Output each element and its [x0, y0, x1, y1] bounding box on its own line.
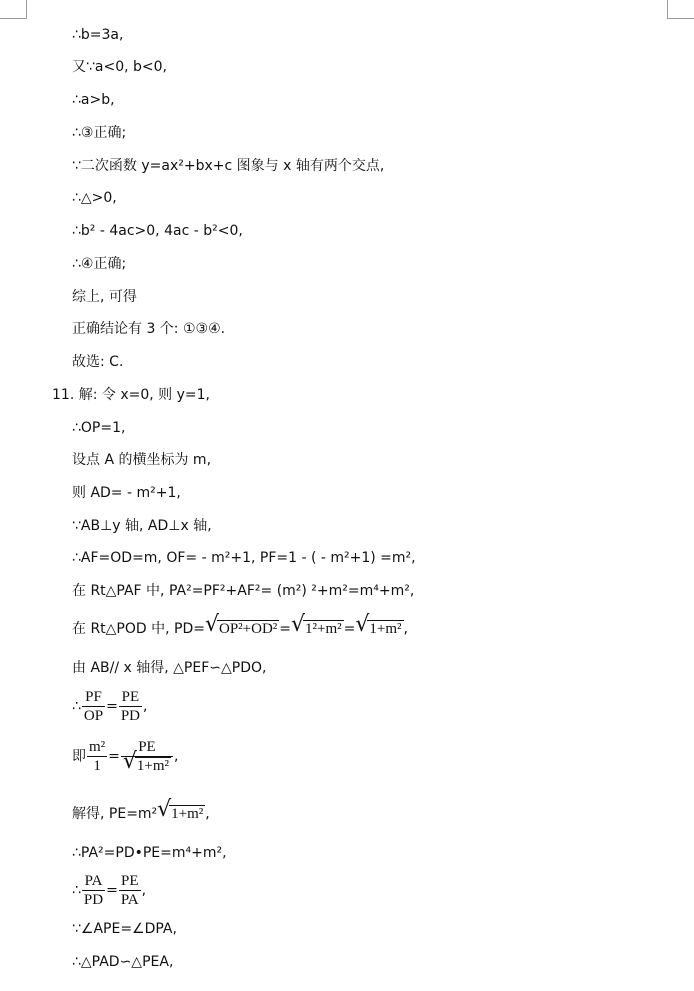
denominator [121, 757, 173, 775]
radicand: 1+m² [369, 621, 402, 637]
sqrt-expression [205, 620, 279, 638]
text-line: ∵AB⊥y 轴, AD⊥x 轴, [72, 518, 212, 534]
text-line: 又∵a<0, b<0, [72, 59, 167, 75]
numerator: PA [82, 872, 105, 891]
denominator: OP [83, 708, 104, 724]
numerator: m² [89, 739, 106, 755]
radicand: OP²+OD² [218, 621, 278, 637]
equals-sign: = [279, 621, 292, 637]
text-line: 在 Rt△PAF 中, PA²=PF²+AF²= (m²) ²+m²=m⁴+m², [72, 583, 415, 599]
numerator: PF [82, 688, 105, 707]
formula-line-ratio-1 [72, 688, 147, 725]
fraction [119, 688, 142, 725]
radicand: 1+m² [171, 806, 204, 822]
formula-text: , [143, 698, 148, 715]
denominator: 1 [93, 758, 101, 774]
text-line: ∴△PAD∽△PEA, [72, 954, 174, 970]
sqrt-expression [355, 620, 403, 638]
sqrt-expression [157, 805, 205, 823]
formula-text: , [174, 748, 179, 765]
equals-sign: = [106, 882, 118, 899]
equals-sign: = [343, 621, 356, 637]
formula-text: ∴ [72, 882, 81, 899]
text-line: 由 AB// x 轴得, △PEF∽△PDO, [72, 660, 267, 676]
page-corner-mark-left [0, 0, 27, 19]
text-line: 则 AD= - m²+1, [72, 485, 181, 501]
text-line: ∴b=3a, [72, 27, 124, 43]
question-11-heading: 11. 解: 令 x=0, 则 y=1, [52, 387, 210, 403]
formula-text: , [403, 621, 408, 637]
text-line: ∴AF=OD=m, OF= - m²+1, PF=1 - ( - m²+1) =m², [72, 550, 416, 566]
text-line: ∴④正确; [72, 256, 127, 272]
denominator: PD [83, 892, 104, 908]
fraction [82, 688, 105, 725]
formula-text: ∴ [72, 698, 81, 715]
fraction [82, 872, 105, 909]
text-line: 正确结论有 3 个: ①③④. [72, 321, 226, 337]
formula-text: 解得, PE=m² [72, 806, 158, 822]
sqrt-expression [291, 620, 344, 638]
formula-text: 在 Rt△POD 中, PD= [72, 621, 205, 637]
text-line: ∴OP=1, [72, 420, 126, 436]
sqrt-expression [123, 757, 171, 775]
text-line: 故选: C. [72, 354, 124, 370]
numerator: PE [121, 738, 173, 757]
fraction [119, 872, 141, 909]
formula-line-pd [72, 620, 408, 638]
text-line: ∴③正确; [72, 125, 127, 141]
formula-line-ratio-2 [72, 738, 178, 775]
text-line: 综上, 可得 [72, 289, 137, 305]
denominator: PD [120, 708, 141, 724]
denominator: PA [120, 892, 139, 908]
formula-text: , [205, 806, 210, 822]
radicand: 1+m² [136, 758, 170, 774]
page-corner-mark-right [667, 0, 694, 19]
text-line: ∴b² - 4ac>0, 4ac - b²<0, [72, 223, 243, 239]
numerator: PE [119, 872, 141, 891]
text-line: ∴PA²=PD•PE=m⁴+m², [72, 845, 227, 861]
fraction [87, 738, 107, 775]
numerator: PE [119, 688, 142, 707]
formula-line-pe [72, 805, 210, 823]
formula-text: , [141, 882, 147, 899]
formula-line-ratio-3 [72, 872, 146, 909]
radicand: 1²+m² [305, 621, 342, 637]
text-line: ∴a>b, [72, 92, 115, 108]
fraction [121, 738, 173, 775]
text-line: 设点 A 的横坐标为 m, [72, 452, 212, 468]
equals-sign: = [108, 748, 120, 765]
text-line: ∵二次函数 y=ax²+bx+c 图象与 x 轴有两个交点, [72, 158, 385, 174]
formula-text: 即 [72, 748, 86, 765]
text-line: ∴△>0, [72, 190, 117, 206]
equals-sign: = [106, 698, 118, 715]
text-line: ∵∠APE=∠DPA, [72, 921, 177, 937]
